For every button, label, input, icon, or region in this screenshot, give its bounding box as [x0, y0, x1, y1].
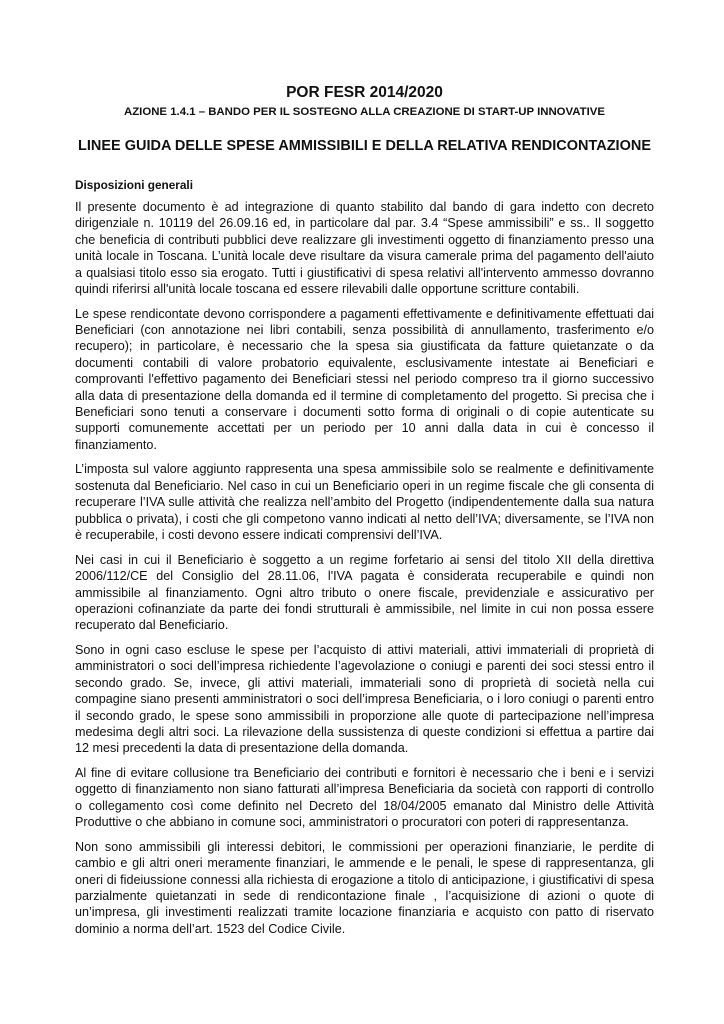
paragraph: L’imposta sul valore aggiunto rappresenta una spesa ammissibile solo se realmente e definitivamente sostenuta dal Beneficiario. Nel caso in cui un Beneficiario operi in un regime fiscale che gli consenta di recuperare l’IVA sulle attività che realizza nell’ambito del Progetto (indipendentemente dalla sua natura pubblica o privata), i costi che gli competono vanno indicati al netto dell’IVA; diversamente, se l’IVA non è recuperabile, i costi devono essere indicati comprensivi dell’IVA.: [75, 462, 654, 543]
guidelines-title: LINEE GUIDA DELLE SPESE AMMISSIBILI E DELLA RELATIVA RENDICONTAZIONE: [77, 138, 652, 154]
paragraph: Sono in ogni caso escluse le spese per l’acquisto di attivi materiali, attivi immateriali di proprietà di amministratori o soci dell’impresa richiedente l’agevolazione o coniugi e parenti dei soci stessi entro il secondo grado. Se, invece, gli attivi materiali, immateriali sono di proprietà di società nella cui compagine siano presenti amministratori o soci dell’impresa Beneficiaria, o i loro coniugi o parenti entro il secondo grado, le spese sono ammissibili in proporzione alle quote di partecipazione nell’impresa medesima degli altri soci. La rilevazione della sussistenza di queste condizioni si effettua a partire dai 12 mesi precedenti la data di presentazione della domanda.: [75, 642, 654, 756]
action-subtitle: AZIONE 1.4.1 – BANDO PER IL SOSTEGNO ALLA CREAZIONE DI START-UP INNOVATIVE: [124, 106, 605, 118]
paragraph: Al fine di evitare collusione tra Beneficiario dei contributi e fornitori è necessario che i beni e i servizi oggetto di finanziamento non siano fatturati all’impresa Beneficiaria da società con rapporti di controllo o collegamento così come definito nel Decreto del 18/04/2005 emanato dal Ministro delle Attività Produttive o che abbiano in comune soci, amministratori o procuratori con poteri di rappresentanza.: [75, 765, 654, 830]
section-heading: Disposizioni generali: [75, 178, 193, 192]
paragraph: Le spese rendicontate devono corrispondere a pagamenti effettivamente e definitivamente effettuati dai Beneficiari (con annotazione nei libri contabili, senza possibilità di annullamento, trasferimento e/o recupero); in particolare, è necessario che la spesa sia giustificata da fatture quietanzate o da documenti contabili di valore probatorio equivalente, esclusivamente intestate ai Beneficiari e comprovanti l'effettivo pagamento dei Beneficiari stessi nel periodo compreso tra il giorno successivo alla data di presentazione della domanda ed il termine di completamento del progetto. Si precisa che i Beneficiari sono tenuti a conservare i documenti sotto forma di originali o di copie autenticate su supporti comunemente accettati per un periodo per 10 anni dalla data in cui è concesso il finanziamento.: [75, 306, 654, 452]
paragraph: Nei casi in cui il Beneficiario è soggetto a un regime forfetario ai sensi del titolo XII della direttiva 2006/112/CE del Consiglio del 28.11.06, l'IVA pagata è considerata recuperabile e quindi non ammissibile al finanziamento. Ogni altro tributo o onere fiscale, previdenziale e assicurativo per operazioni cofinanziate da parte dei fondi strutturali è ammissibile, nel limite in cui non possa essere recuperato dal Beneficiario.: [75, 552, 654, 633]
program-title: POR FESR 2014/2020: [286, 84, 443, 101]
paragraph: Il presente documento è ad integrazione di quanto stabilito dal bando di gara indetto con decreto dirigenziale n. 10119 del 26.09.16 ed, in particolare dal par. 3.4 “Spese ammissibili” e ss.. Il soggetto che beneficia di contributi pubblici deve realizzare gli investimenti oggetto di finanziamento presso una unità locale in Toscana. L’unità locale deve risultare da visura camerale prima del pagamento dell'aiuto a qualsiasi titolo esso sia erogato. Tutti i giustificativi di spesa relativi all'intervento ammesso dovranno quindi riferirsi all'unità locale toscana ed essere rilevabili dalle opportune scritture contabili.: [75, 200, 654, 297]
paragraph: Non sono ammissibili gli interessi debitori, le commissioni per operazioni finanziarie, le perdite di cambio e gli altri oneri meramente finanziari, le ammende e le penali, le spese di rappresentanza, gli oneri di fideiussione connessi alla richiesta di erogazione a titolo di anticipazione, i giustificativi di spesa parzialmente quietanzati in sede di rendicontazione finale , l’acquisizione di azioni o quote di un’impresa, gli investimenti realizzati tramite locazione finanziaria e acquisto con patto di riservato dominio a norma dell’art. 1523 del Codice Civile.: [75, 839, 654, 936]
